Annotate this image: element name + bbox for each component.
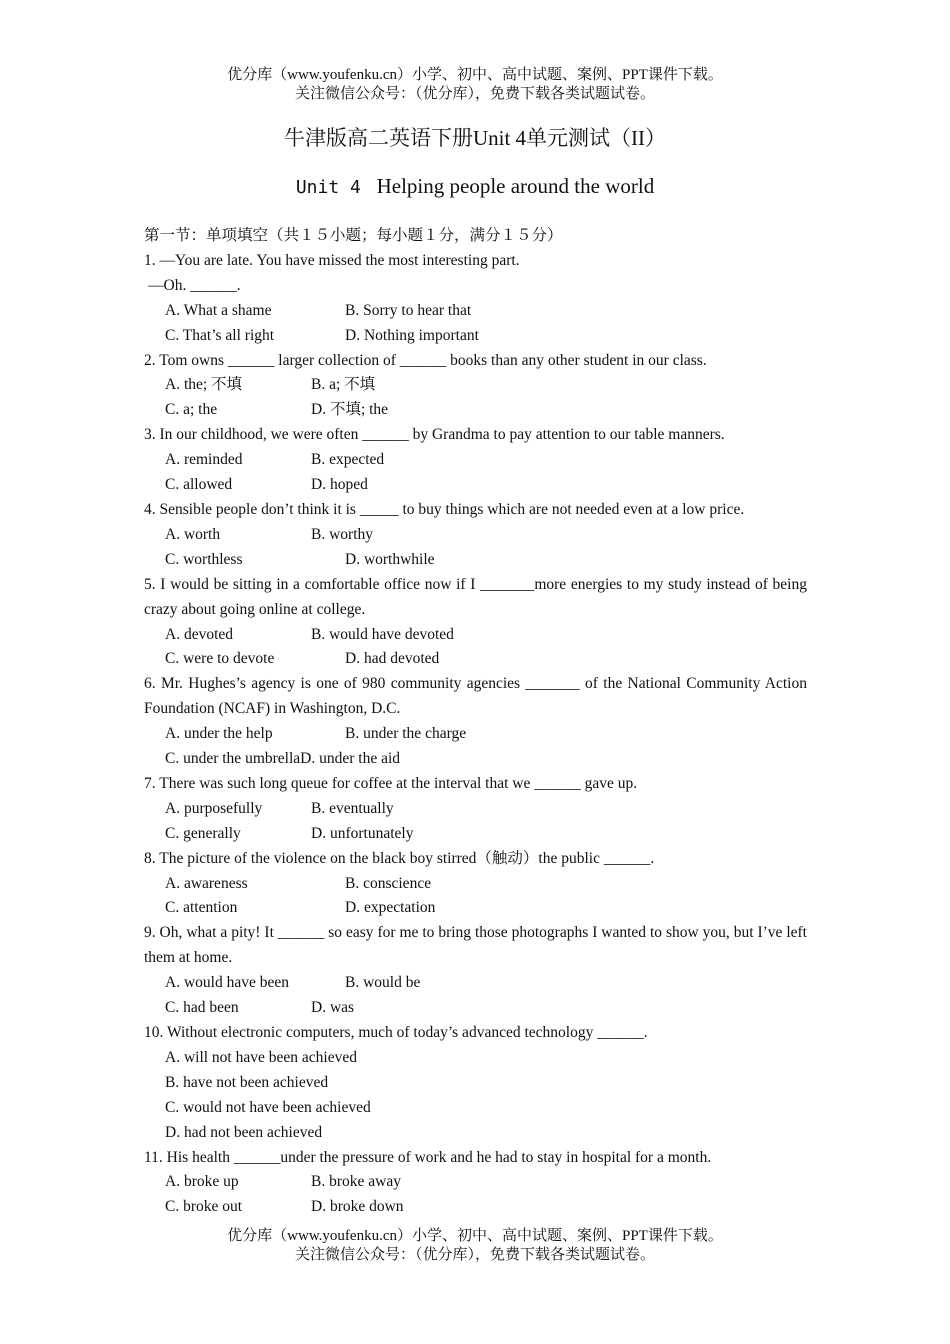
option-c: C. attention [165, 899, 238, 917]
option-a: A. would have been [165, 974, 289, 992]
option-row [144, 299, 807, 324]
option-a: A. worth [165, 525, 221, 543]
option-b: B. under the charge [345, 725, 467, 743]
option-c: C. had been [165, 999, 239, 1017]
option-row [144, 523, 807, 548]
document-subtitle [0, 174, 950, 199]
question-stem: 5. I would be sitting in a comfortable office now if I _______more energies to my study instead of being crazy about going online at college. [144, 575, 807, 618]
option-row: D. had not been achieved [165, 1123, 323, 1141]
unit-label: Unit 4 [295, 177, 361, 198]
option-row [144, 971, 807, 996]
question-stem: 11. His health ______under the pressure of work and he had to stay in hospital for a month. [144, 1148, 712, 1166]
option-row [144, 324, 807, 349]
option-b: B. eventually [311, 799, 394, 817]
question-stem: 9. Oh, what a pity! It ______ so easy for me to bring those photographs I wanted to show you, but I’ve left them at home. [144, 924, 807, 967]
question-stem: 10. Without electronic computers, much of today’s advanced technology ______. [144, 1024, 648, 1041]
option-b: B. expected [311, 451, 385, 469]
option-d: D. was [311, 999, 355, 1017]
option-row [144, 722, 807, 747]
option-c: C. broke out [165, 1198, 243, 1216]
option-d: D. worthwhile [345, 550, 435, 568]
option-a: A. the; 不填 [165, 376, 243, 394]
option-row [144, 373, 807, 398]
option-row [144, 398, 807, 423]
option-row: A. will not have been achieved [165, 1048, 357, 1066]
option-row [144, 647, 807, 672]
option-row: C. would not have been achieved [165, 1098, 371, 1116]
footer-line-2: 关注微信公众号：（优分库），免费下载各类试题试卷。 [294, 1247, 655, 1263]
option-row [144, 896, 807, 921]
header-line-2: 关注微信公众号：（优分库），免费下载各类试题试卷。 [294, 86, 655, 102]
option-c: C. generally [165, 824, 241, 842]
option-c: C. That’s all right [165, 326, 275, 344]
option-b: B. broke away [311, 1173, 401, 1191]
option-row [144, 1195, 807, 1220]
option-c: C. were to devote [165, 650, 275, 668]
option-c: C. worthless [165, 550, 243, 568]
option-d: D. had devoted [345, 650, 440, 668]
option-d: D. under the aid [300, 750, 401, 768]
option-d: D. Nothing important [345, 326, 479, 344]
option-d: D. expectation [345, 899, 436, 917]
option-d: D. hoped [311, 476, 368, 494]
option-b: B. would have devoted [311, 625, 454, 643]
option-c: C. a; the [165, 401, 218, 419]
option-c: C. allowed [165, 476, 233, 494]
option-b: B. conscience [345, 874, 432, 892]
question-stem: 2. Tom owns ______ larger collection of ______ books than any other student in our class. [144, 351, 707, 369]
option-b: B. a; 不填 [311, 376, 376, 394]
page-footer [0, 1227, 950, 1265]
option-b: B. would be [345, 974, 421, 992]
option-a: A. What a shame [165, 301, 272, 319]
option-row [144, 747, 807, 772]
option-row [144, 623, 807, 648]
option-a: A. broke up [165, 1173, 239, 1191]
option-d: D. 不填; the [311, 401, 389, 419]
option-b: B. worthy [311, 525, 373, 543]
option-row: B. have not been achieved [165, 1073, 329, 1091]
question-stem: 7. There was such long queue for coffee at the interval that we ______ gave up. [144, 774, 638, 792]
page-header [0, 66, 950, 104]
option-a: A. reminded [165, 451, 243, 469]
option-b: B. Sorry to hear that [345, 301, 472, 319]
question-stem: 4. Sensible people don’t think it is _____ to buy things which are not needed even at a low price. [144, 500, 745, 518]
option-row [144, 797, 807, 822]
option-row [144, 448, 807, 473]
option-c: C. under the umbrella [165, 750, 301, 768]
question-stem: 6. Mr. Hughes’s agency is one of 980 community agencies _______ of the National Community Action Foundation (NCAF) in Washington, D.C. [144, 675, 807, 718]
option-row [144, 1170, 807, 1195]
document-title: 牛津版高二英语下册Unit 4单元测试（II） [283, 126, 667, 150]
option-a: A. awareness [165, 874, 248, 892]
option-row [144, 548, 807, 573]
unit-topic: Helping people around the world [376, 174, 655, 198]
question-stem: —Oh. ______. [148, 276, 241, 294]
footer-line-1: 优分库（www.youfenku.cn）小学、初中、高中试题、案例、PPT课件下载。 [227, 1228, 723, 1244]
question-list [144, 224, 807, 1220]
option-a: A. purposefully [165, 799, 263, 817]
option-row [144, 473, 807, 498]
option-a: A. under the help [165, 725, 273, 743]
question-stem: 3. In our childhood, we were often ______ by Grandma to pay attention to our table manners. [144, 426, 725, 444]
question-stem: 1. —You are late. You have missed the most interesting part. [144, 251, 520, 269]
option-row [144, 822, 807, 847]
question-stem: 8. The picture of the violence on the black boy stirred（触动）the public ______. [144, 849, 655, 867]
option-d: D. broke down [311, 1198, 404, 1216]
option-row [144, 996, 807, 1021]
option-d: D. unfortunately [311, 824, 414, 842]
section-heading: 第一节：单项填空（共１５小题；每小题１分，满分１５分） [144, 227, 563, 244]
option-row [144, 872, 807, 897]
option-a: A. devoted [165, 625, 234, 643]
header-line-1: 优分库（www.youfenku.cn）小学、初中、高中试题、案例、PPT课件下载。 [227, 67, 723, 83]
